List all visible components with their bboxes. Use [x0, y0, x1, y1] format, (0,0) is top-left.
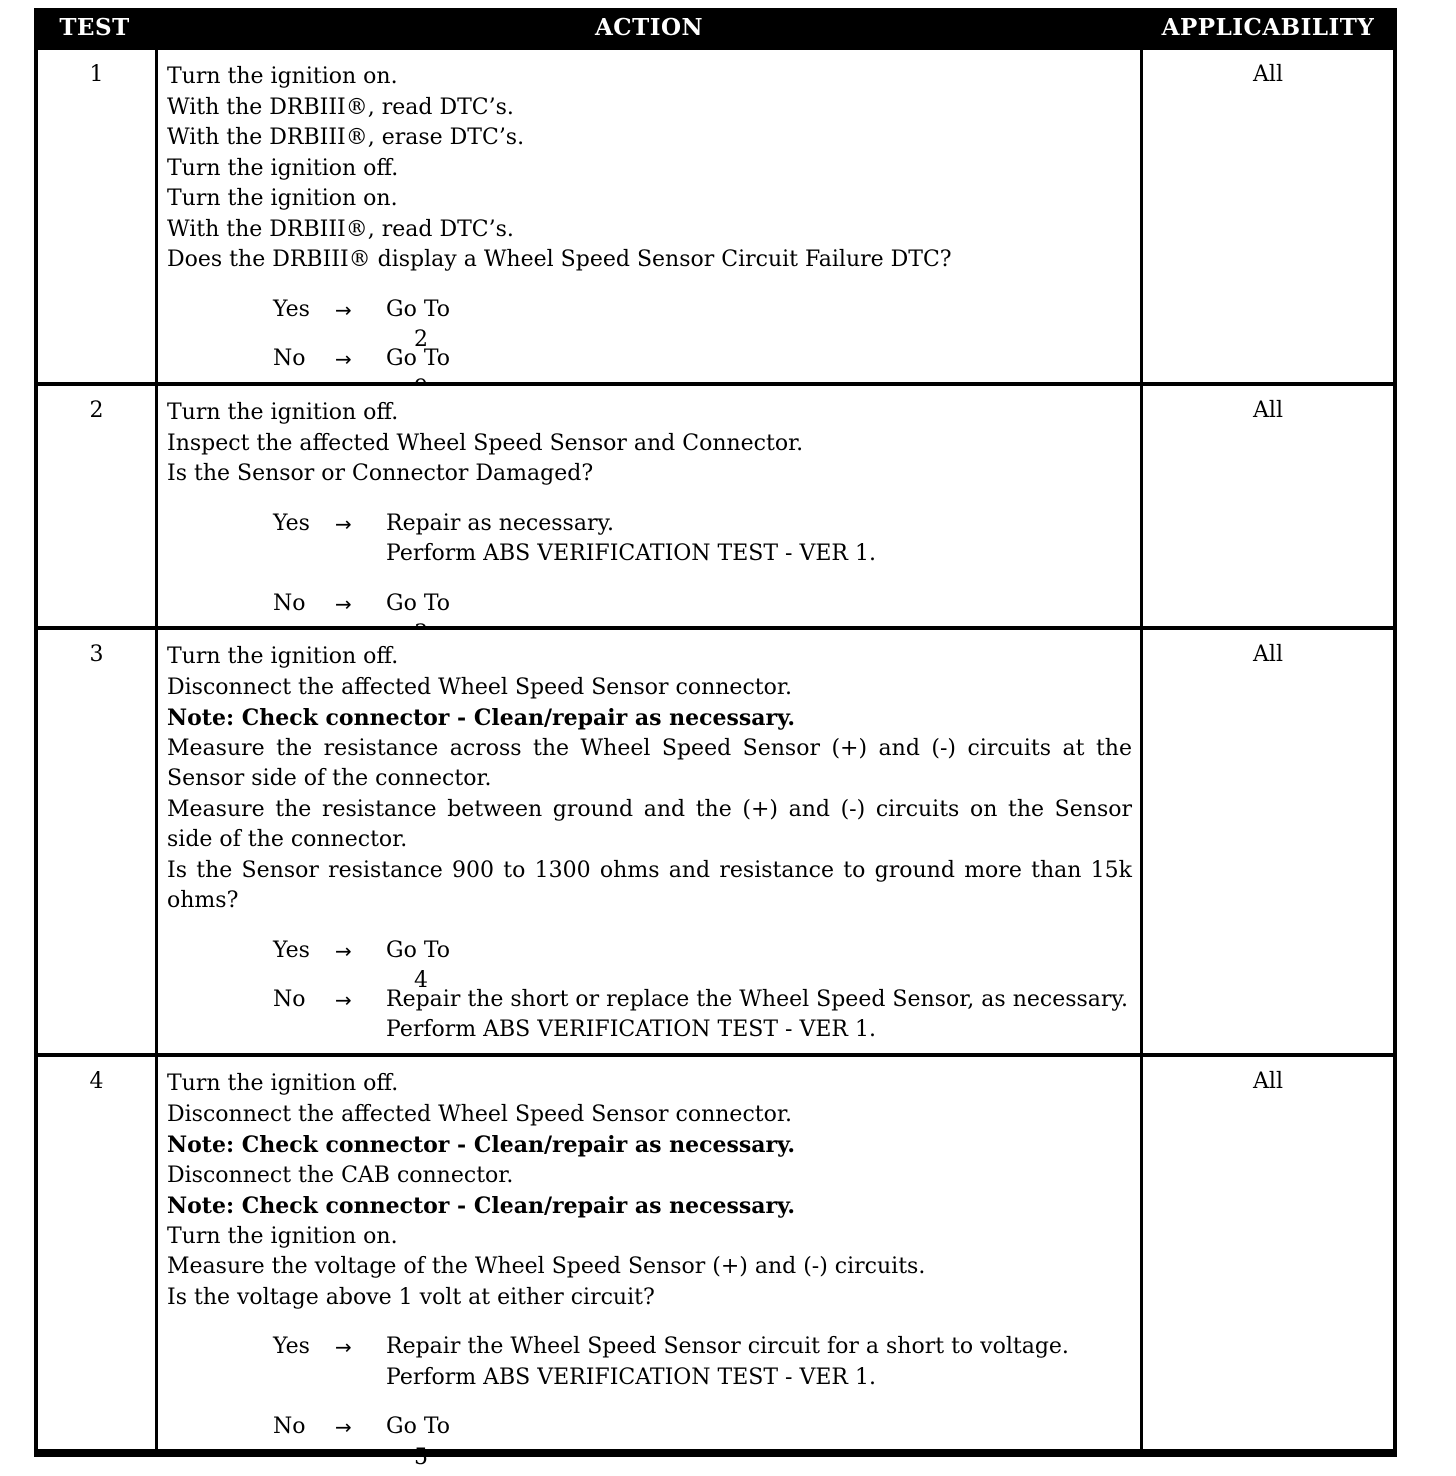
row-1-applicability: All: [1143, 50, 1393, 382]
yes-result: Go To 4: [386, 936, 450, 997]
no-label: No: [273, 590, 306, 616]
yes-branch: [167, 509, 1132, 570]
action-question: Does the DRBIII® display a Wheel Speed Sensor Circuit Failure DTC?: [167, 247, 952, 272]
no-result: [386, 985, 1128, 1046]
row-1-action: [158, 50, 1140, 382]
result-line: Perform ABS VERIFICATION TEST - VER 1.: [386, 1017, 876, 1042]
yes-label: Yes: [273, 296, 310, 322]
action-line: Measure the resistance between ground and the (+) and (-) circuits on the Sensor side of the connector.: [167, 796, 1132, 852]
arrow-icon: →: [335, 1415, 352, 1439]
action-line: Measure the resistance across the Wheel Speed Sensor (+) and (-) circuits at the Sensor side of the connector.: [167, 735, 1132, 791]
row-4-test-number: 4: [38, 1057, 155, 1449]
result-line: Perform ABS VERIFICATION TEST - VER 1.: [386, 541, 876, 566]
yes-result: Go To 2: [386, 295, 450, 356]
action-line: With the DRBIII®, read DTC’s.: [167, 94, 514, 120]
arrow-icon: →: [335, 511, 352, 536]
row-4-applicability: All: [1143, 1057, 1393, 1449]
no-result: Go To: [386, 344, 450, 405]
arrow-icon: →: [335, 938, 352, 963]
yes-result: [386, 509, 876, 570]
yes-branch: [167, 1332, 1132, 1393]
action-line: Turn the ignition on.: [167, 1223, 398, 1249]
action-line: Disconnect the affected Wheel Speed Sensor connector.: [167, 1101, 792, 1127]
action-line: Measure the voltage of the Wheel Speed Sensor (+) and (-) circuits.: [167, 1254, 926, 1279]
action-line: Turn the ignition off.: [167, 155, 399, 181]
no-branch: [167, 589, 1132, 619]
yes-branch: [167, 295, 1132, 352]
goto-test-number: 4: [414, 968, 428, 993]
action-line: Disconnect the affected Wheel Speed Sensor connector.: [167, 674, 792, 700]
arrow-icon: →: [335, 591, 352, 616]
header-action: ACTION: [594, 14, 704, 41]
yes-result: [386, 1332, 1069, 1393]
result-line: Repair as necessary.: [386, 510, 614, 536]
yes-branch: [167, 936, 1132, 993]
action-question: Is the Sensor resistance 900 to 1300 ohms and resistance to ground more than 15k ohms?: [167, 857, 1132, 913]
arrow-icon: →: [335, 297, 352, 322]
goto-test-number: 5: [414, 1444, 428, 1470]
header-applicability: APPLICABILITY: [1161, 14, 1375, 41]
no-branch: [167, 344, 1132, 374]
goto-test-number: 2: [414, 327, 428, 352]
note-line: Note: Check connector - Clean/repair as necessary.: [167, 1193, 796, 1219]
yes-label: Yes: [273, 1334, 310, 1359]
row-2-action: [158, 386, 1140, 626]
action-line: Turn the ignition off.: [167, 1071, 399, 1096]
yes-label: Yes: [273, 510, 310, 536]
no-label: No: [273, 986, 306, 1012]
arrow-icon: →: [335, 987, 352, 1012]
note-line: Note: Check connector - Clean/repair as necessary.: [167, 1132, 796, 1158]
no-label: No: [273, 345, 306, 371]
result-line: Repair the Wheel Speed Sensor circuit for a short to voltage.: [386, 1334, 1069, 1359]
action-question: Is the Sensor or Connector Damaged?: [167, 461, 594, 486]
row-2-test-number: 2: [38, 386, 155, 626]
row-3-test-number: 3: [38, 630, 155, 1053]
header-test: TEST: [59, 14, 130, 41]
no-label: No: [273, 1414, 306, 1439]
result-line: Repair the short or replace the Wheel Speed Sensor, as necessary.: [386, 986, 1128, 1012]
note-line: Note: Check connector - Clean/repair as necessary.: [167, 705, 796, 731]
row-1-test-number: 1: [38, 50, 155, 382]
arrow-icon: →: [335, 1335, 352, 1359]
action-question: Is the voltage above 1 volt at either circuit?: [167, 1284, 655, 1310]
no-result: Go To 5: [386, 1412, 450, 1473]
arrow-icon: →: [335, 346, 352, 371]
diagnostic-table: [34, 8, 1397, 1470]
row-3-applicability: All: [1143, 630, 1393, 1053]
action-line: Turn the ignition on.: [167, 186, 398, 211]
yes-label: Yes: [273, 937, 310, 963]
no-branch: [167, 1412, 1132, 1470]
no-branch: [167, 985, 1132, 1046]
no-result: Go To: [386, 589, 450, 650]
action-line: With the DRBIII®, erase DTC’s.: [167, 125, 525, 150]
row-4-action: [158, 1057, 1140, 1470]
action-line: Turn the ignition off.: [167, 400, 399, 425]
action-line: With the DRBIII®, read DTC’s.: [167, 216, 514, 242]
action-line: Turn the ignition off.: [167, 644, 399, 669]
action-line: Disconnect the CAB connector.: [167, 1162, 514, 1188]
action-line: Inspect the affected Wheel Speed Sensor and Connector.: [167, 430, 804, 456]
row-3-action: [158, 630, 1140, 1053]
result-line: Perform ABS VERIFICATION TEST - VER 1.: [386, 1364, 876, 1390]
action-line: Turn the ignition on.: [167, 64, 398, 89]
row-2-applicability: All: [1143, 386, 1393, 626]
